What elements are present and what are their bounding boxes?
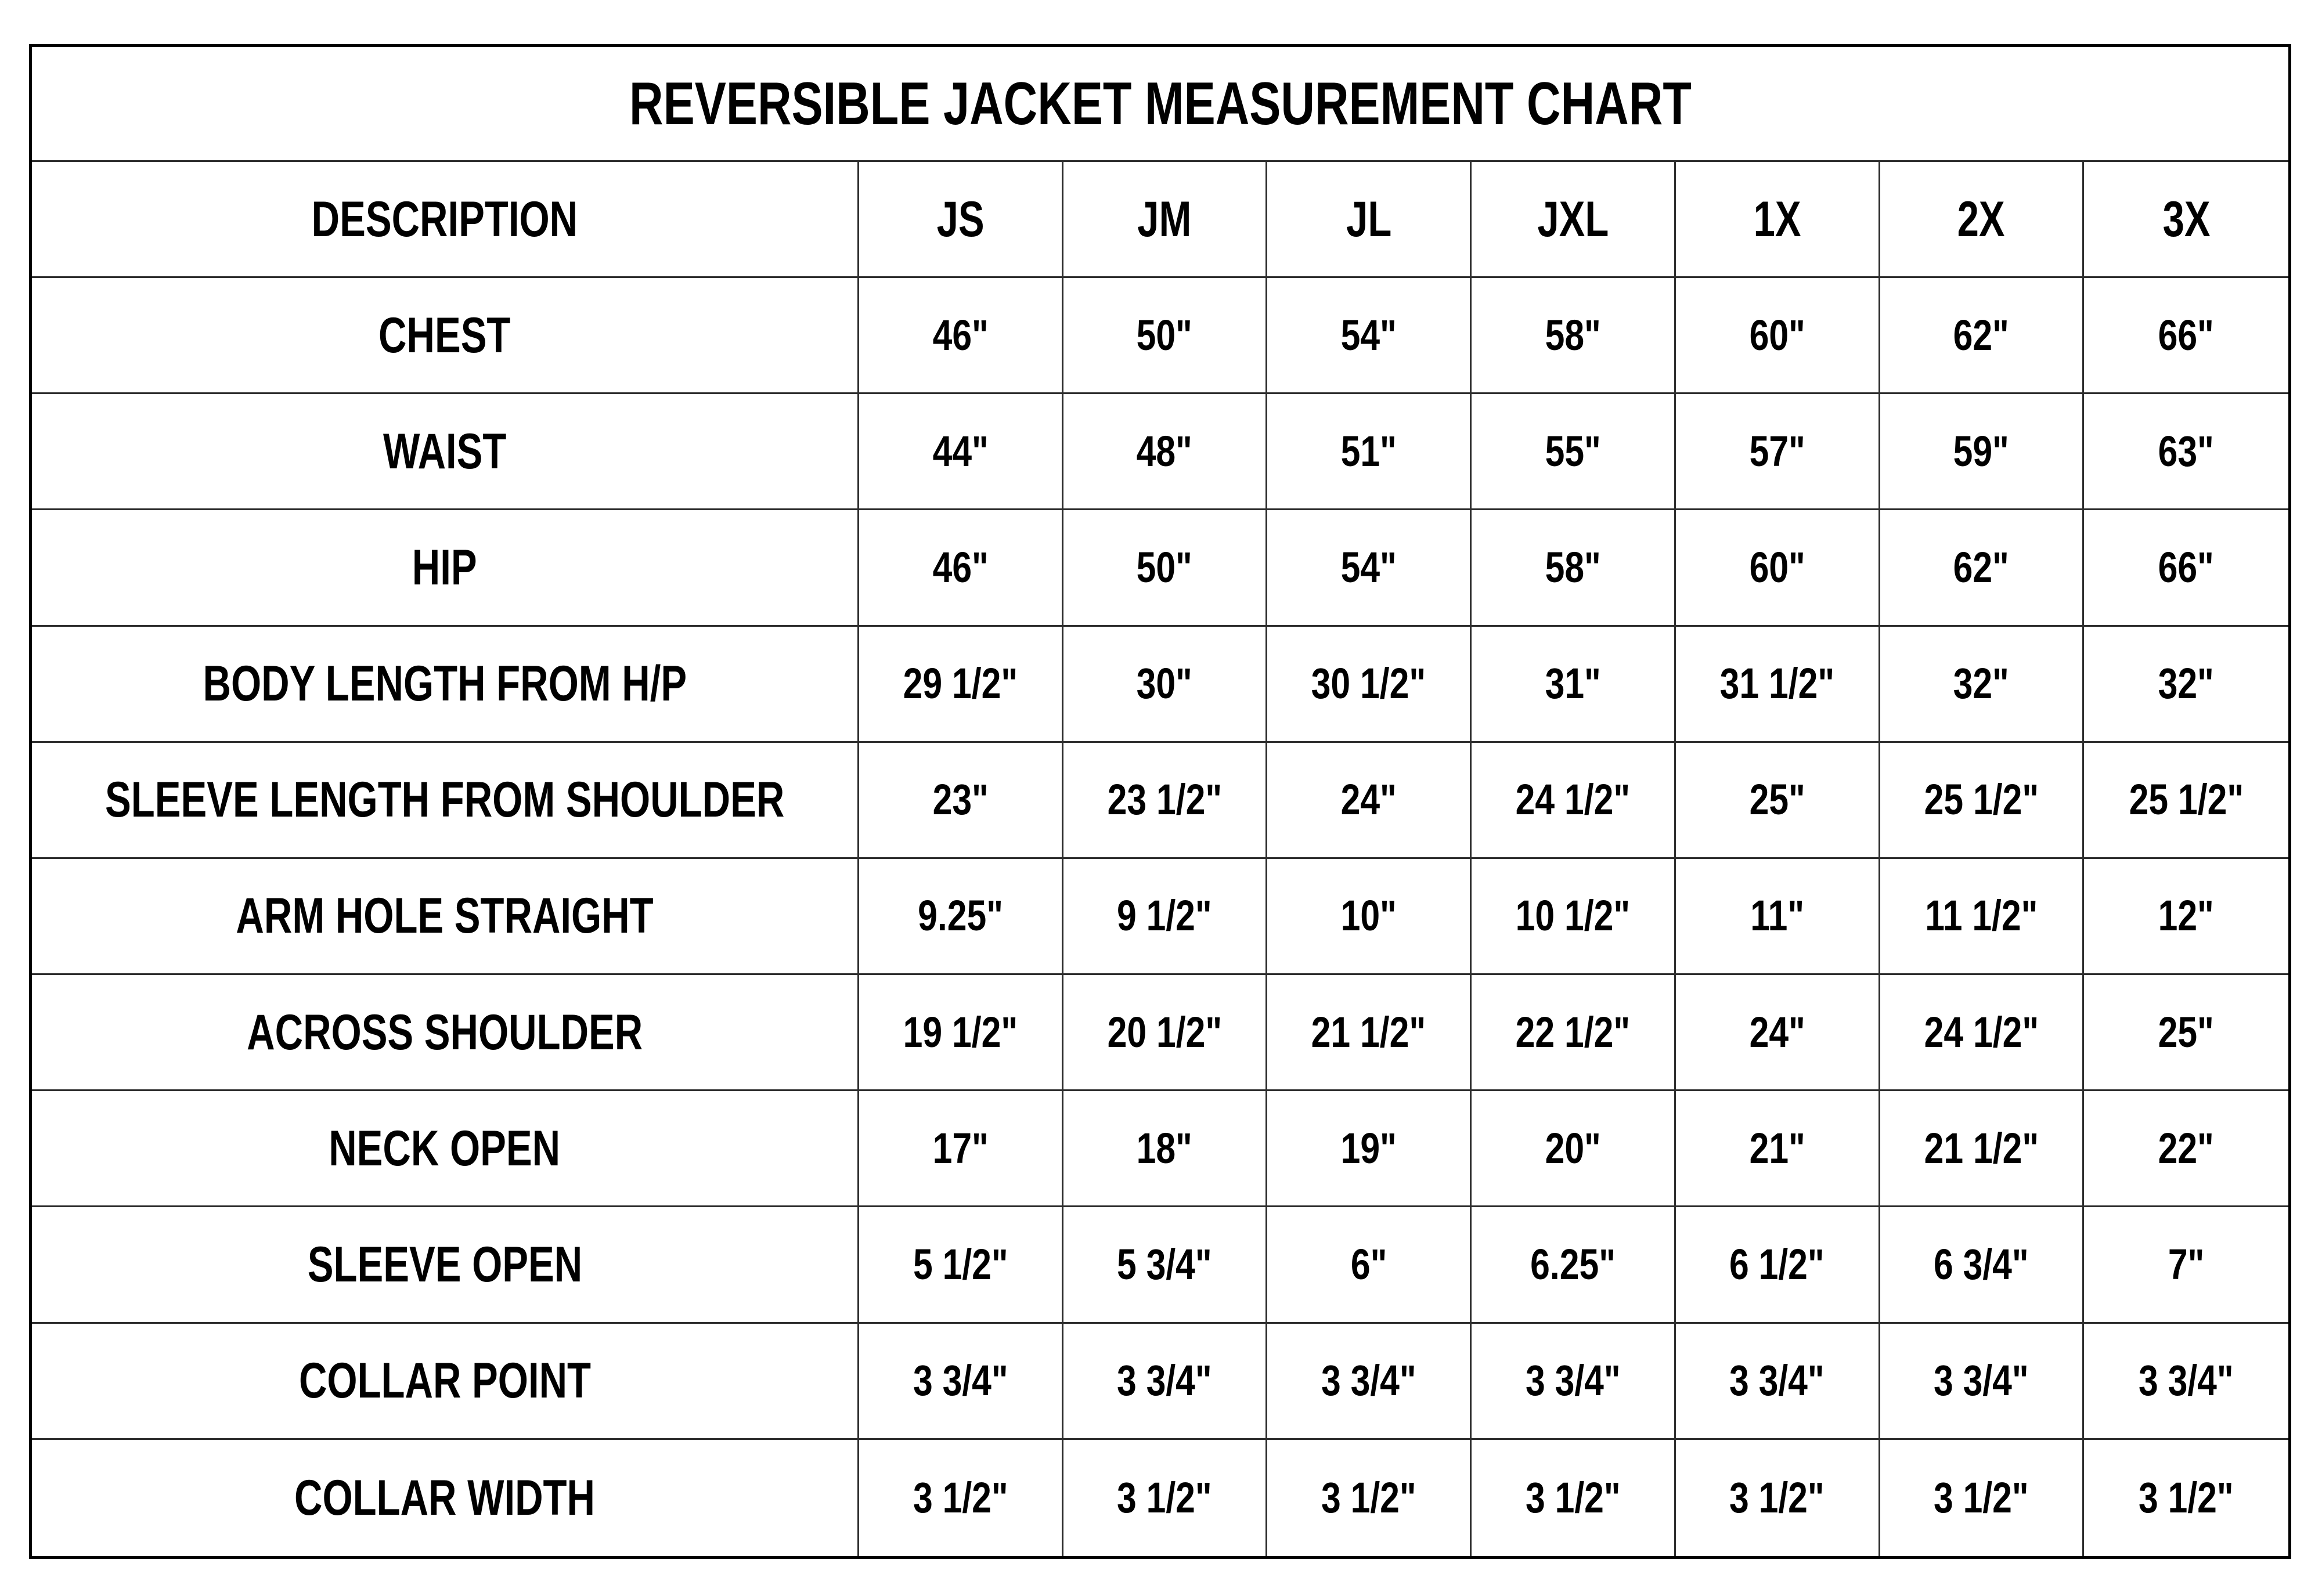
size-column-header-jxl-text: JXL [1537,191,1609,247]
measurement-value [1267,743,1472,859]
measurement-value-text: 12" [2158,891,2215,940]
measurement-value [1676,394,1880,510]
measurement-value-text: 17" [932,1124,989,1172]
measurement-value [1880,278,2085,394]
measurement-value-text: 50" [1136,310,1193,359]
measurement-value-text: 21 1/2" [1924,1124,2039,1172]
measurement-value [2084,743,2288,859]
measurement-value-text: 60" [1749,310,1805,359]
measurement-value-text: 7" [2168,1240,2205,1289]
measurement-value-text: 3 1/2" [2139,1473,2234,1522]
row-label-text: BODY LENGTH FROM H/P [203,656,687,712]
row-label [32,1207,859,1323]
measurement-value-text: 24" [1340,775,1397,824]
measurement-value-text: 25" [2158,1008,2215,1056]
measurement-value [1063,1207,1268,1323]
measurement-value [1880,1324,2085,1440]
measurement-value-text: 55" [1545,427,1601,475]
measurement-value [1472,859,1676,975]
measurement-value-text: 54" [1340,310,1397,359]
measurement-value-text: 59" [1953,427,2010,475]
measurement-value-text: 29 1/2" [903,659,1018,708]
measurement-value [1063,278,1268,394]
size-column-header-2x-text: 2X [1957,191,2005,247]
measurement-value [1880,743,2085,859]
measurement-value [1472,394,1676,510]
measurement-value-text: 51" [1340,427,1397,475]
measurement-value [1880,1091,2085,1207]
measurement-value-text: 3 3/4" [2139,1356,2234,1405]
measurement-value-text: 25" [1749,775,1805,824]
measurement-table [29,44,2291,1559]
measurement-value-text: 3 1/2" [1321,1473,1416,1522]
row-label [32,975,859,1091]
measurement-value [1880,1440,2085,1556]
measurement-value [1880,394,2085,510]
measurement-value [859,1207,1063,1323]
row-label-text: SLEEVE LENGTH FROM SHOULDER [104,772,785,828]
measurement-value-text: 6 1/2" [1729,1240,1825,1289]
measurement-value [2084,859,2288,975]
measurement-value-text: 60" [1749,543,1805,591]
measurement-value [1063,975,1268,1091]
measurement-value [1472,510,1676,626]
measurement-value [1472,627,1676,743]
measurement-value [1880,510,2085,626]
measurement-value [1472,1324,1676,1440]
description-column-header-text: DESCRIPTION [311,191,578,247]
measurement-value-text: 3 1/2" [1117,1473,1212,1522]
measurement-value [1880,627,2085,743]
measurement-value-text: 6" [1350,1240,1387,1289]
measurement-value [1063,1091,1268,1207]
measurement-value-text: 30 1/2" [1311,659,1426,708]
row-label [32,394,859,510]
measurement-value [1676,1207,1880,1323]
measurement-value-text: 25 1/2" [2129,775,2244,824]
measurement-value-text: 19 1/2" [903,1008,1018,1056]
measurement-value-text: 62" [1953,310,2010,359]
size-column-header-jm-text: JM [1137,191,1192,247]
size-column-header-jm [1063,162,1268,278]
chart-title-cell [32,47,2288,162]
measurement-value-text: 24 1/2" [1515,775,1631,824]
size-column-header-js-text: JS [936,191,985,247]
measurement-value [1267,510,1472,626]
chart-title: REVERSIBLE JACKET MEASUREMENT CHART [629,70,1692,138]
measurement-value [859,743,1063,859]
measurement-value-text: 21 1/2" [1311,1008,1426,1056]
measurement-value [1472,1091,1676,1207]
row-label-text: CHEST [378,307,511,363]
row-label [32,278,859,394]
measurement-value [1472,743,1676,859]
measurement-value [1063,859,1268,975]
row-label [32,743,859,859]
measurement-value [2084,1324,2288,1440]
measurement-value [1267,975,1472,1091]
measurement-value [1880,859,2085,975]
measurement-value-text: 22" [2158,1124,2215,1172]
row-label [32,1091,859,1207]
measurement-value-text: 23" [932,775,989,824]
measurement-value [2084,1207,2288,1323]
measurement-value-text: 44" [932,427,989,475]
description-column-header [32,162,859,278]
measurement-value [2084,975,2288,1091]
size-column-header-jl [1267,162,1472,278]
size-column-header-jl-text: JL [1346,191,1391,247]
measurement-value [1676,1440,1880,1556]
row-label [32,1440,859,1556]
measurement-value-text: 3 3/4" [1117,1356,1212,1405]
measurement-value [2084,1440,2288,1556]
measurement-value-text: 58" [1545,310,1601,359]
measurement-value [2084,510,2288,626]
measurement-value-text: 62" [1953,543,2010,591]
measurement-value [1267,1324,1472,1440]
measurement-value-text: 31 1/2" [1719,659,1834,708]
measurement-value [1267,1091,1472,1207]
measurement-value [859,1440,1063,1556]
row-label [32,1324,859,1440]
measurement-value [1267,278,1472,394]
size-column-header-js [859,162,1063,278]
measurement-value-text: 3 3/4" [1729,1356,1825,1405]
measurement-value-text: 19" [1340,1124,1397,1172]
measurement-value [859,859,1063,975]
row-label [32,627,859,743]
measurement-value-text: 31" [1545,659,1601,708]
measurement-value-text: 32" [1953,659,2010,708]
measurement-value-text: 3 1/2" [1729,1473,1825,1522]
measurement-value-text: 9.25" [917,891,1003,940]
measurement-value-text: 18" [1136,1124,1193,1172]
measurement-value [1676,278,1880,394]
measurement-value-text: 46" [932,310,989,359]
measurement-value-text: 11" [1750,891,1804,940]
measurement-value [1676,859,1880,975]
size-column-header-1x [1676,162,1880,278]
measurement-value-text: 63" [2158,427,2215,475]
measurement-value-text: 50" [1136,543,1193,591]
measurement-value [1676,743,1880,859]
measurement-value-text: 3 1/2" [913,1473,1008,1522]
measurement-value [2084,1091,2288,1207]
measurement-value-text: 21" [1749,1124,1805,1172]
measurement-value [1880,1207,2085,1323]
measurement-value-text: 48" [1136,427,1193,475]
row-label-text: ACROSS SHOULDER [246,1004,643,1060]
measurement-value [1472,278,1676,394]
measurement-value-text: 3 1/2" [1934,1473,2029,1522]
row-label-text: COLLAR POINT [298,1353,591,1409]
measurement-value [1267,1440,1472,1556]
measurement-value-text: 66" [2158,543,2215,591]
measurement-value-text: 57" [1749,427,1805,475]
measurement-value [1267,859,1472,975]
measurement-value [1063,510,1268,626]
measurement-value-text: 9 1/2" [1117,891,1212,940]
measurement-value [859,394,1063,510]
row-label-text: SLEEVE OPEN [307,1237,582,1293]
measurement-value-text: 3 3/4" [913,1356,1008,1405]
measurement-value-text: 30" [1136,659,1193,708]
size-column-header-1x-text: 1X [1753,191,1801,247]
measurement-value-text: 11 1/2" [1924,891,2038,940]
measurement-value-text: 25 1/2" [1924,775,2039,824]
measurement-value-text: 3 3/4" [1934,1356,2029,1405]
measurement-value [2084,278,2288,394]
measurement-value-text: 10 1/2" [1515,891,1631,940]
measurement-value-text: 58" [1545,543,1601,591]
measurement-value [1472,975,1676,1091]
measurement-value [1063,1324,1268,1440]
row-label-text: HIP [412,539,477,595]
measurement-value-text: 6.25" [1530,1240,1616,1289]
measurement-value-text: 3 1/2" [1525,1473,1621,1522]
measurement-value [859,1324,1063,1440]
measurement-value [859,510,1063,626]
measurement-value [1472,1207,1676,1323]
measurement-value [1063,627,1268,743]
size-column-header-jxl [1472,162,1676,278]
measurement-value-text: 5 1/2" [913,1240,1008,1289]
measurement-value [1063,1440,1268,1556]
measurement-value [1880,975,2085,1091]
row-label [32,859,859,975]
row-label-text: ARM HOLE STRAIGHT [236,888,654,944]
measurement-value [1063,743,1268,859]
measurement-value-text: 24" [1749,1008,1805,1056]
measurement-value-text: 23 1/2" [1107,775,1222,824]
measurement-value-text: 5 3/4" [1117,1240,1212,1289]
measurement-value [2084,627,2288,743]
row-label [32,510,859,626]
row-label-text: COLLAR WIDTH [294,1469,595,1526]
measurement-value [1676,510,1880,626]
row-label-text: NECK OPEN [329,1120,561,1176]
measurement-value [1267,627,1472,743]
measurement-value [2084,394,2288,510]
measurement-value-text: 6 3/4" [1934,1240,2029,1289]
measurement-value [1063,394,1268,510]
size-column-header-3x-text: 3X [2162,191,2211,247]
measurement-value [859,627,1063,743]
measurement-value-text: 20" [1545,1124,1601,1172]
measurement-value [1267,394,1472,510]
size-column-header-2x [1880,162,2085,278]
measurement-value-text: 46" [932,543,989,591]
measurement-value-text: 10" [1340,891,1397,940]
measurement-value-text: 32" [2158,659,2215,708]
measurement-value-text: 66" [2158,310,2215,359]
measurement-value-text: 20 1/2" [1107,1008,1222,1056]
measurement-value [859,1091,1063,1207]
measurement-value-text: 24 1/2" [1924,1008,2039,1056]
measurement-value [1472,1440,1676,1556]
measurement-value-text: 22 1/2" [1515,1008,1631,1056]
measurement-value-text: 54" [1340,543,1397,591]
measurement-value [1676,975,1880,1091]
measurement-value-text: 3 3/4" [1321,1356,1416,1405]
measurement-value [1676,1091,1880,1207]
measurement-value [1676,627,1880,743]
measurement-value [1676,1324,1880,1440]
row-label-text: WAIST [383,423,507,479]
measurement-value [1267,1207,1472,1323]
measurement-value [859,278,1063,394]
measurement-value-text: 3 3/4" [1525,1356,1621,1405]
size-column-header-3x [2084,162,2288,278]
measurement-value [859,975,1063,1091]
